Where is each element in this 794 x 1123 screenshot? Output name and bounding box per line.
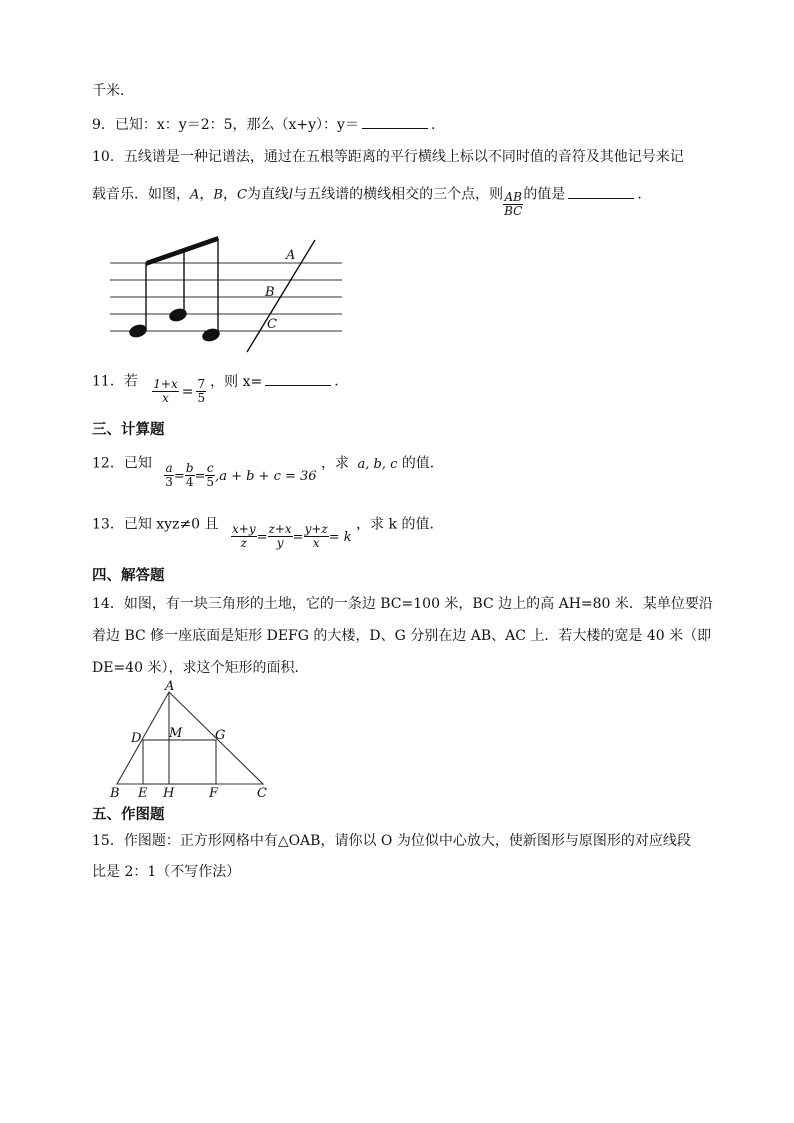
q11-end: ． xyxy=(334,373,349,390)
q10-line2-d: 的值是 xyxy=(523,186,566,203)
q13-end: ，求 k 的值． xyxy=(356,516,444,533)
q14-line1: 14．如图，有一块三角形的土地，它的一条边 BC=100 米，BC 边上的高 AH=80 米．某单位要沿 xyxy=(92,596,713,612)
q8-tail: 千米． xyxy=(92,83,134,99)
triangle-figure xyxy=(105,680,275,802)
q12-frac-3 xyxy=(205,462,215,489)
q12-end: 的值． xyxy=(401,455,444,472)
q11-equals: = xyxy=(181,383,194,400)
q10-fraction xyxy=(503,191,523,218)
q10-var-a: A xyxy=(190,187,200,203)
q12-f3-den: 5 xyxy=(206,475,215,489)
q12-frac-1 xyxy=(164,462,174,489)
q11-mid: ，则 x= xyxy=(210,373,263,390)
q10-var-c: C xyxy=(236,187,247,203)
q11-rfrac-den: 5 xyxy=(197,391,206,405)
q10-line2-b: 为直线 xyxy=(246,186,289,203)
q13-k: = k xyxy=(328,529,352,545)
q10-frac-den: BC xyxy=(504,204,523,218)
q14-line3: DE=40 米），求这个矩形的面积． xyxy=(92,660,309,676)
q11-prefix: 11．若 xyxy=(92,373,138,390)
q9-blank xyxy=(362,116,428,129)
label-g: G xyxy=(215,728,226,743)
q12-vars: a, b, c xyxy=(357,456,398,472)
label-b: B xyxy=(110,786,120,801)
q13-f1-num: x+y xyxy=(232,522,256,536)
q13-f2-den: y xyxy=(276,536,284,550)
q10-frac-num: AB xyxy=(504,190,522,204)
q12-prefix: 12．已知 xyxy=(92,455,152,472)
q12-f3-num: c xyxy=(206,461,214,475)
q13-frac-1 xyxy=(231,523,257,550)
note-head-2 xyxy=(168,307,189,324)
note-head-1 xyxy=(128,323,149,340)
label-h: H xyxy=(163,786,175,801)
q13-equation: $\frac{x+y}{z}$ = $\frac{z+x}{y}$ = $\frac{y+z}{x}$ = k xyxy=(232,522,352,550)
q11-blank xyxy=(265,373,331,386)
q11-rfrac-num: 7 xyxy=(197,377,206,391)
q13-frac-2 xyxy=(268,523,293,550)
q15-line2: 比是 2：1（不写作法） xyxy=(92,864,241,880)
q10-line2-a: 载音乐．如图， xyxy=(92,186,190,203)
label-f: F xyxy=(209,786,219,801)
section-3-heading: 三、计算题 xyxy=(92,422,165,438)
q11-frac-den: x xyxy=(162,391,169,405)
note-beam xyxy=(146,236,218,266)
line-l xyxy=(247,240,315,352)
q9-text: 9．已知：x：y＝2：5，那么（x+y）：y＝ xyxy=(92,117,359,133)
q13-prefix: 13．已知 xyz≠0 且 xyxy=(92,516,219,533)
q12-f2-num: b xyxy=(185,461,194,475)
question-11 xyxy=(92,368,349,405)
q10-end: ． xyxy=(637,186,652,203)
q12-f1-den: 3 xyxy=(165,475,173,489)
q10-blank xyxy=(568,186,634,199)
staff-label-c: C xyxy=(267,317,277,332)
q13-f3-num: y+z xyxy=(304,522,328,536)
q11-fraction xyxy=(152,378,178,405)
music-staff-figure xyxy=(100,230,360,360)
q12-tail: ,a + b + c = 36 xyxy=(215,468,317,484)
q15-line1: 15．作图题：正方形网格中有△OAB，请你以 O 为位似中心放大，使新图形与原图形的对应线段 xyxy=(92,833,691,849)
rectangle-defg xyxy=(143,740,216,784)
q10-var-b: B xyxy=(213,187,223,203)
section-5-heading: 五、作图题 xyxy=(92,807,165,823)
question-12 xyxy=(92,450,444,489)
q10-var-l: l xyxy=(288,187,294,203)
label-m: M xyxy=(169,726,183,741)
question-13 xyxy=(92,511,444,550)
staff-label-a: A xyxy=(286,248,296,263)
q14-line2: 着边 BC 修一座底面是矩形 DEFG 的大楼，D、G 分别在边 AB、AC 上．若大楼的宽是 40 米（即 xyxy=(92,628,712,644)
q12-frac-2 xyxy=(185,462,195,489)
q12-mid: ，求 xyxy=(321,455,350,472)
q13-f2-num: z+x xyxy=(268,522,292,536)
q13-frac-3 xyxy=(304,523,329,550)
q10-line2-c: 与五线谱的横线相交的三个点，则 xyxy=(293,186,504,203)
q9-end: ． xyxy=(430,117,445,133)
q12-equation: $\frac{a}{3}$ = $\frac{b}{4}$ = $\frac{c}{5}$ ,a + b + c = 36 xyxy=(165,461,317,489)
staff-label-b: B xyxy=(265,285,275,300)
q11-frac-num: 1+x xyxy=(153,377,178,391)
label-a: A xyxy=(165,680,175,694)
section-4-heading: 四、解答题 xyxy=(92,568,165,584)
q13-f1-den: z xyxy=(240,536,247,550)
q12-f2-den: 4 xyxy=(185,475,194,489)
q11-fraction-right xyxy=(196,378,206,405)
label-e: E xyxy=(138,786,148,801)
q10-line2: 载音乐．如图，A，B，C为直线l与五线谱的横线相交的三个点，则 $\frac{AB}{BC}$ 的值是 ． xyxy=(92,186,652,218)
q13-f3-den: x xyxy=(312,536,320,550)
q10-line1: 10．五线谱是一种记谱法，通过在五根等距离的平行横线上标以不同时值的音符及其他记号来记 xyxy=(92,149,684,165)
question-9 xyxy=(92,116,445,134)
q12-f1-num: a xyxy=(165,461,173,475)
label-c: C xyxy=(257,786,267,801)
label-d: D xyxy=(131,731,142,746)
